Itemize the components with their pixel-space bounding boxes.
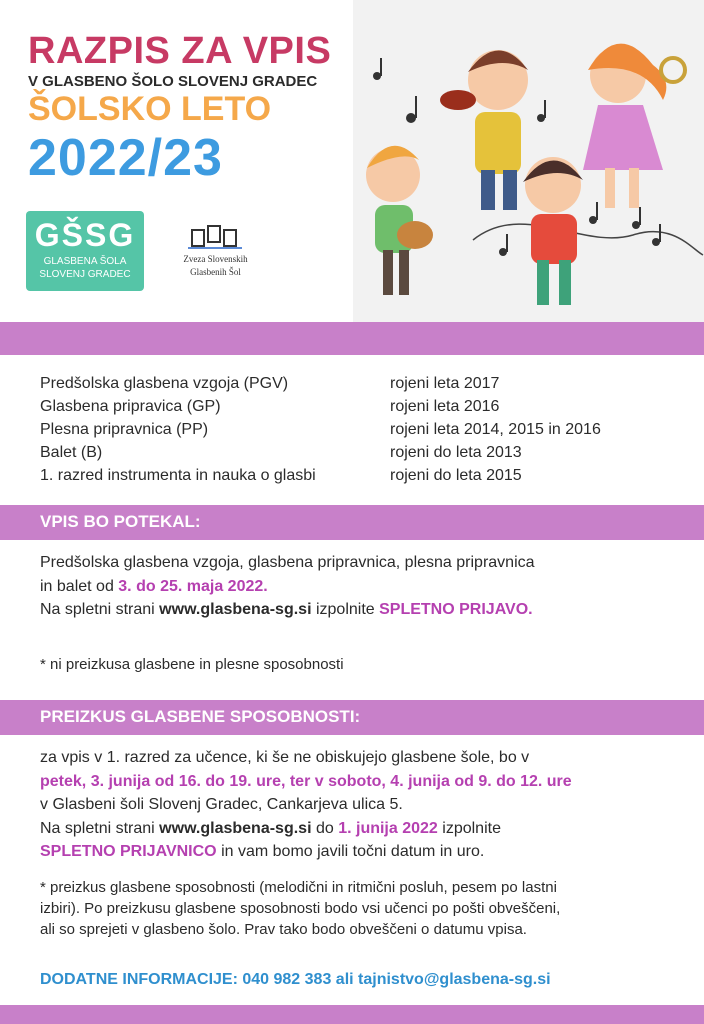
contact-info: DODATNE INFORMACIJE: 040 982 383 ali tajnistvo@glasbena-sg.si — [40, 971, 551, 988]
children-music-illustration — [353, 0, 704, 322]
test-deadline: 1. junija 2022 — [338, 819, 438, 837]
test-line-5 — [40, 840, 572, 864]
birth-year-cell: rojeni do leta 2013 — [390, 444, 522, 461]
table-row — [40, 464, 680, 487]
enrollment-heading: VPIS BO POTEKAL: — [40, 512, 201, 531]
test-note-line-1: * preizkus glasbene sposobnosti (melodični in ritmični posluh, pesem po lastni — [40, 879, 557, 896]
test-line-3: v Glasbeni šoli Slovenj Gradec, Cankarjeva ulica 5. — [40, 796, 403, 813]
test-note-line-3: ali so sprejeti v glasbeno šolo. Prav tako bodo obveščeni o datumu vpisa. — [40, 921, 527, 938]
table-row — [40, 418, 680, 441]
title-line-2: V GLASBENO ŠOLO SLOVENJ GRADEC — [28, 73, 318, 90]
enrollment-line-2 — [40, 575, 535, 599]
program-cell: Plesna pripravnica (PP) — [40, 421, 209, 438]
website-link[interactable]: www.glasbena-sg.si — [159, 601, 312, 618]
enrollment-dates: 3. do 25. maja 2022. — [118, 577, 268, 595]
header — [0, 0, 704, 322]
test-note-line-2: izbiri). Po preizkusu glasbene sposobnosti bodo vsi učenci po pošti obveščeni, — [40, 900, 561, 917]
online-application-form-link[interactable]: SPLETNO PRIJAVNICO — [40, 843, 217, 860]
school-logo — [26, 211, 144, 291]
association-name-2: Glasbenih Šol — [190, 267, 241, 277]
test-dates: petek, 3. junija od 16. do 19. ure, ter v soboto, 4. junija od 9. do 12. ure — [40, 772, 572, 790]
section-band-bottom — [0, 1005, 704, 1024]
test-note — [40, 877, 560, 940]
enrollment-heading-band — [0, 505, 704, 540]
association-logo — [168, 222, 263, 288]
dancing-children-illustration — [353, 0, 704, 322]
test-line-4-post: izpolnite — [437, 819, 501, 837]
section-band-top — [0, 322, 704, 355]
test-line-4-mid: do — [311, 819, 339, 837]
test-text — [40, 746, 572, 864]
association-name-1: Zveza Slovenskih — [183, 254, 248, 264]
program-cell: Predšolska glasbena vzgoja (PGV) — [40, 375, 289, 392]
program-cell: 1. razred instrumenta in nauka o glasbi — [40, 467, 316, 484]
enrollment-line-1: Predšolska glasbena vzgoja, glasbena pripravnica, plesna pripravnica — [40, 554, 535, 571]
program-cell: Glasbena pripravica (GP) — [40, 398, 221, 415]
birth-year-cell: rojeni leta 2014, 2015 in 2016 — [390, 421, 601, 438]
association-emblem-icon — [186, 222, 246, 252]
school-logo-line1: GLASBENA ŠOLA — [43, 256, 127, 267]
test-line-1: za vpis v 1. razred za učence, ki še ne obiskujejo glasbene šole, bo v — [40, 749, 530, 766]
school-logo-line2: SLOVENJ GRADEC — [39, 269, 131, 280]
table-row — [40, 395, 680, 418]
test-line-5-text: in vam bomo javili točni datum in uro. — [216, 843, 485, 860]
program-cell: Balet (B) — [40, 444, 103, 461]
birth-year-cell: rojeni leta 2017 — [390, 375, 500, 392]
enrollment-line-3-mid: izpolnite — [311, 601, 380, 618]
enrollment-line-3 — [40, 598, 535, 622]
birth-year-cell: rojeni leta 2016 — [390, 398, 500, 415]
enrollment-line-2-text: in balet od — [40, 577, 119, 595]
table-row — [40, 372, 680, 395]
enrollment-line-3-text: Na spletni strani — [40, 601, 160, 618]
online-application-link[interactable]: SPLETNO PRIJAVO. — [379, 601, 533, 618]
school-logo-mark: GŠSG — [34, 217, 136, 253]
website-link[interactable]: www.glasbena-sg.si — [159, 819, 312, 837]
title-line-4: 2022/23 — [28, 129, 223, 187]
age-table — [40, 372, 680, 487]
enrollment-note: * ni preizkusa glasbene in plesne sposobnosti — [40, 656, 344, 673]
birth-year-cell: rojeni do leta 2015 — [390, 467, 522, 484]
table-row — [40, 441, 680, 464]
title-line-1: RAZPIS ZA VPIS — [28, 30, 332, 72]
title-line-3: ŠOLSKO LETO — [28, 90, 272, 128]
test-heading-band — [0, 700, 704, 735]
enrollment-text — [40, 551, 535, 622]
test-line-4-text: Na spletni strani — [40, 819, 160, 837]
test-heading: PREIZKUS GLASBENE SPOSOBNOSTI: — [40, 707, 361, 726]
test-line-4 — [40, 817, 572, 841]
